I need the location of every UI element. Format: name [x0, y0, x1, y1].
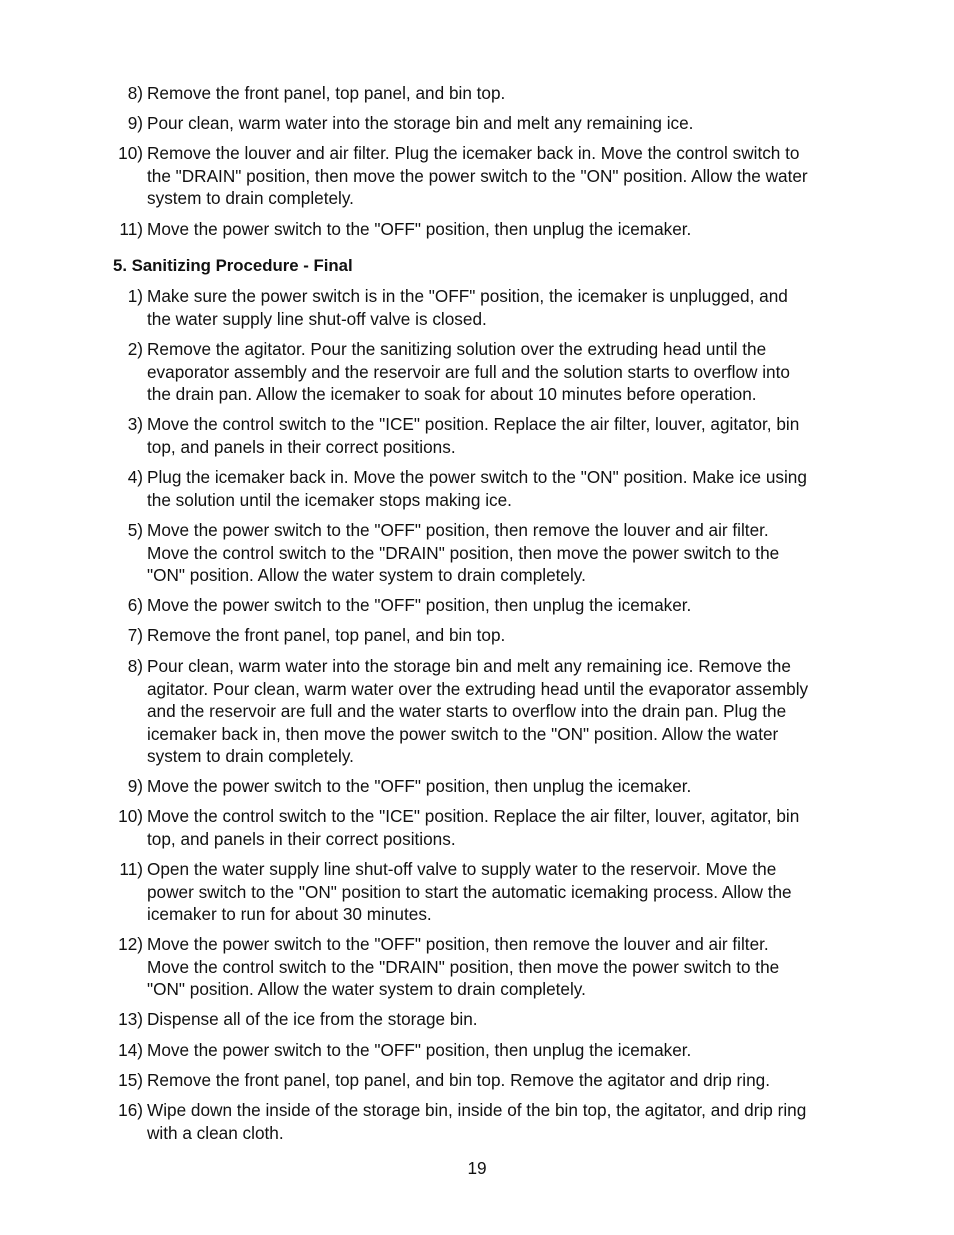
- step-text: Move the power switch to the "OFF" position, then unplug the icemaker.: [147, 776, 692, 796]
- step-number: 11): [119, 219, 143, 239]
- step-number: 1): [127, 286, 143, 306]
- step-number: 11): [119, 859, 143, 879]
- step-text: Move the power switch to the "OFF" position, then unplug the icemaker.: [147, 595, 692, 615]
- step-number: 16): [118, 1100, 143, 1120]
- step-number: 15): [118, 1070, 143, 1090]
- step-text: Move the power switch to the "OFF" position, then remove the louver and air filter. Move the control switch to the "DRAIN" position, then move the power switch to the "ON" position. Allow the water system to drain completely.: [147, 934, 780, 999]
- step-text: Remove the front panel, top panel, and bin top. Remove the agitator and drip ring.: [147, 1070, 770, 1090]
- step-number: 10): [118, 806, 143, 826]
- step-number: 8): [127, 656, 143, 676]
- step-number: 3): [127, 414, 143, 434]
- section-heading: 5. Sanitizing Procedure - Final: [113, 256, 353, 275]
- step-number: 9): [127, 776, 143, 796]
- step-text: Move the power switch to the "OFF" position, then remove the louver and air filter. Move the control switch to the "DRAIN" position, then move the power switch to the "ON" position. Allow the water system to drain completely.: [147, 520, 780, 585]
- step-number: 9): [127, 113, 143, 133]
- step-number: 10): [118, 143, 143, 163]
- step-text: Dispense all of the ice from the storage bin.: [147, 1009, 478, 1029]
- step-number: 7): [127, 625, 143, 645]
- step-text: Remove the front panel, top panel, and bin top.: [147, 625, 506, 645]
- step-text: Move the power switch to the "OFF" position, then unplug the icemaker.: [147, 1040, 692, 1060]
- step-text: Wipe down the inside of the storage bin, inside of the bin top, the agitator, and drip ring with a clean cloth.: [147, 1100, 807, 1143]
- step-number: 2): [127, 339, 143, 359]
- step-number: 8): [127, 83, 143, 103]
- step-text: Open the water supply line shut-off valve to supply water to the reservoir. Move the power switch to the "ON" position to start the automatic icemaking process. Allow the icemaker to run for about 30 minutes.: [147, 859, 792, 924]
- page-number: 19: [467, 1158, 487, 1178]
- step-text: Remove the front panel, top panel, and bin top.: [147, 83, 506, 103]
- step-number: 12): [118, 934, 143, 954]
- step-number: 5): [127, 520, 143, 540]
- step-text: Make sure the power switch is in the "OFF" position, the icemaker is unplugged, and the water supply line shut-off valve is closed.: [147, 286, 788, 329]
- step-text: Remove the agitator. Pour the sanitizing solution over the extruding head until the evaporator assembly and the reservoir are full and the solution starts to overflow into the drain pan. Allow the icemaker to soak for about 10 minutes before operation.: [147, 339, 790, 404]
- step-text: Pour clean, warm water into the storage bin and melt any remaining ice.: [147, 113, 694, 133]
- step-number: 4): [127, 467, 143, 487]
- step-text: Remove the louver and air filter. Plug the icemaker back in. Move the control switch to the "DRAIN" position, then move the power switch to the "ON" position. Allow the water system to drain completely.: [147, 143, 808, 208]
- step-text: Move the control switch to the "ICE" position. Replace the air filter, louver, agitator, bin top, and panels in their correct positions.: [147, 806, 800, 849]
- step-text: Pour clean, warm water into the storage bin and melt any remaining ice. Remove the agitator. Pour clean, warm water over the extruding head until the evaporator assembly and the reservoir are full and the water starts to overflow into the drain pan. Plug the icemaker back in, then move the power switch to the "ON" position. Allow the water system to drain completely.: [147, 656, 809, 766]
- step-text: Move the control switch to the "ICE" position. Replace the air filter, louver, agitator, bin top, and panels in their correct positions.: [147, 414, 800, 457]
- step-number: 6): [127, 595, 143, 615]
- step-text: Plug the icemaker back in. Move the power switch to the "ON" position. Make ice using the solution until the icemaker stops making ice.: [147, 467, 807, 510]
- step-text: Move the power switch to the "OFF" position, then unplug the icemaker.: [147, 219, 692, 239]
- step-number: 13): [118, 1009, 143, 1029]
- step-number: 14): [118, 1040, 143, 1060]
